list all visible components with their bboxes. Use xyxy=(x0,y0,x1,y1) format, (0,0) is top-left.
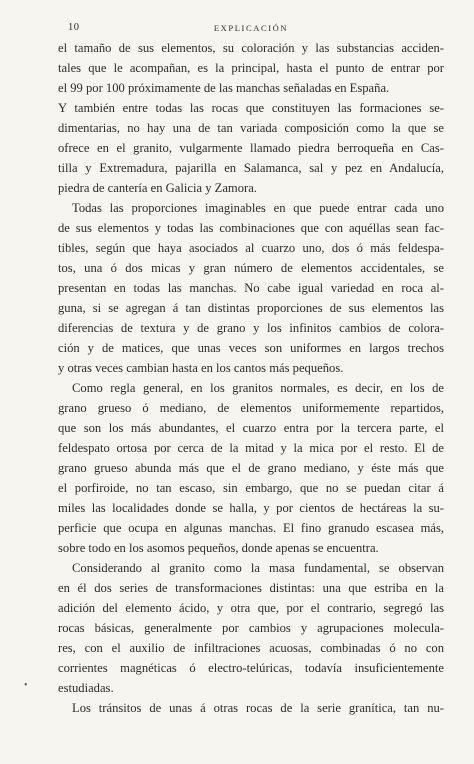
margin-mark: • xyxy=(24,680,28,691)
body-text xyxy=(58,38,444,718)
text-line: Considerando al granito como la masa fundamental, se observan xyxy=(72,561,444,575)
text-line: corrientes magnéticas ó electro-telúricas, todavía insuficientemente xyxy=(58,661,444,675)
text-line: grano grueso abunda más que el de grano mediano, y éste más que xyxy=(58,461,444,475)
text-line: adición del elemento ácido, y otra que, por el contrario, segregó las xyxy=(58,601,444,615)
text-line: el 99 por 100 próximamente de las manchas señaladas en España. xyxy=(58,81,390,95)
text-line: res, con el auxilio de infiltraciones acuosas, combinadas ó no con xyxy=(58,641,444,655)
page-number: 10 xyxy=(68,22,80,33)
text-line: en él dos series de transformaciones distintas: una que estriba en la xyxy=(58,581,444,595)
text-line: el tamaño de sus elementos, su coloración y las substancias acciden- xyxy=(58,41,444,55)
text-line: el porfiroide, no tan escaso, sin embargo, que no se puedan citar á xyxy=(58,481,444,495)
text-line: de sus elementos y todas las combinaciones que con aquéllas sean fac- xyxy=(58,221,444,235)
text-line: ofrece en el granito, vulgarmente llamado piedra berroqueña en Cas- xyxy=(58,141,444,155)
text-line: diferencias de textura y de grano y los infinitos cambios de colora- xyxy=(58,321,444,335)
text-line: Los tránsitos de unas á otras rocas de la serie granítica, tan nu- xyxy=(72,701,444,715)
text-line: ción y de matices, que unas veces son uniformes en largos trechos xyxy=(58,341,444,355)
text-line: Como regla general, en los granitos normales, es decir, en los de xyxy=(72,381,444,395)
text-line: feldespato ortosa por cerca de la mitad y la mica por el resto. El de xyxy=(58,441,444,455)
text-line: perficie que ocupa en algunas manchas. El fino granudo escasea más, xyxy=(58,521,444,535)
text-line: tos, una ó dos micas y gran número de elementos accidentales, se xyxy=(58,261,444,275)
text-line: Todas las proporciones imaginables en que puede entrar cada uno xyxy=(72,201,444,215)
text-line: rocas básicas, generalmente por cambios y agrupaciones molecula- xyxy=(58,621,444,635)
text-line: dimentarias, no hay una de tan variada composición como la que se xyxy=(58,121,444,135)
text-line: guna, si se agregan á tan distintas proporciones de sus elementos las xyxy=(58,301,444,315)
text-line: sobre todo en los asomos pequeños, donde apenas se encuentra. xyxy=(58,541,379,555)
text-line: presentan en todas las manchas. No cabe igual variedad en roca al- xyxy=(58,281,444,295)
text-line: miles las localidades donde se halla, y por cientos de hectáreas la su- xyxy=(58,501,444,515)
text-line: que son los más abundantes, el cuarzo entra por la tercera parte, el xyxy=(58,421,444,435)
running-head xyxy=(58,22,444,36)
text-line: tibles, según que haya asociados al cuarzo uno, dos ó más feldespa- xyxy=(58,241,444,255)
text-line: Y también entre todas las rocas que constituyen las formaciones se- xyxy=(58,101,444,115)
text-line: tilla y Extremadura, pajarilla en Salamanca, sal y pez en Andalucía, xyxy=(58,161,444,175)
text-line: estudiadas. xyxy=(58,681,114,695)
text-line: piedra de cantería en Galicia y Zamora. xyxy=(58,181,257,195)
text-line: y otras veces cambian hasta en los cantos más pequeños. xyxy=(58,361,344,375)
text-line: grano grueso ó mediano, de elementos uniformemente repartidos, xyxy=(58,401,444,415)
running-head-title: EXPLICACIÓN xyxy=(213,23,289,33)
text-line: tales que le acompañan, es la principal, hasta el punto de entrar por xyxy=(58,61,444,75)
